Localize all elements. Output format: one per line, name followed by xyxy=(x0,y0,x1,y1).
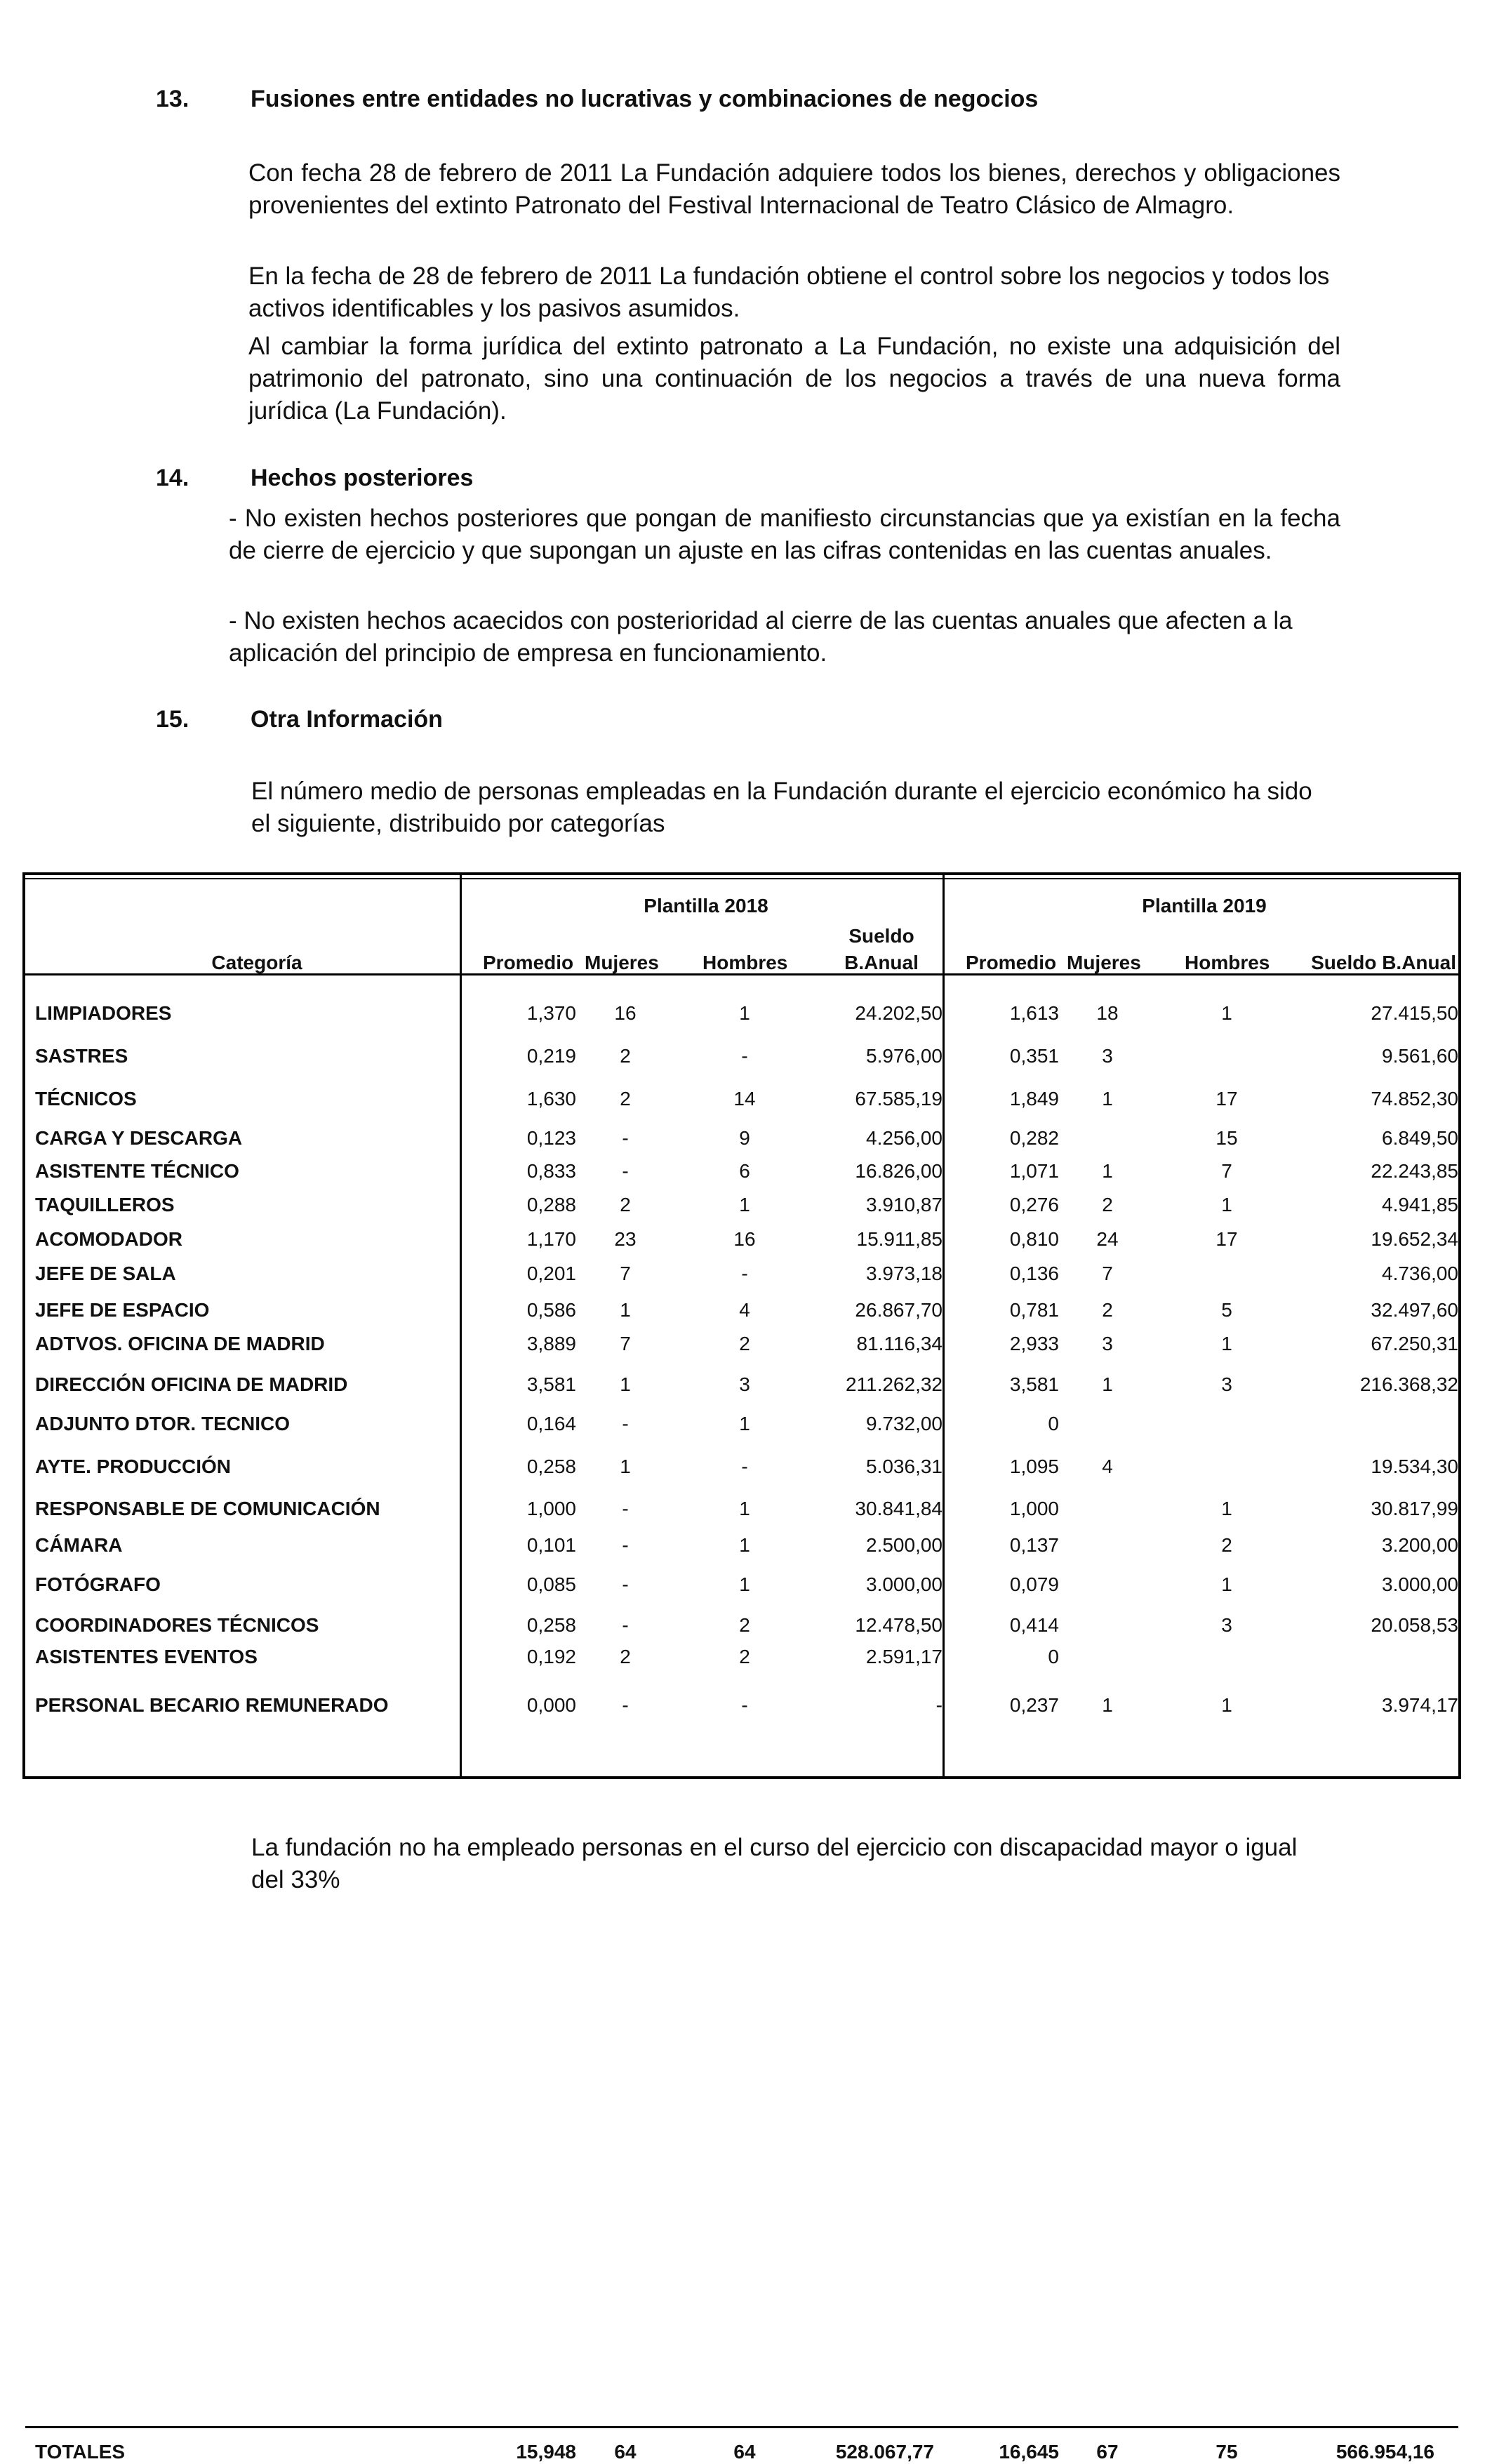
cell-h19: 3 xyxy=(1221,1373,1232,1395)
cell-m19: 1 xyxy=(1102,1694,1113,1716)
cell-cat: RESPONSABLE DE COMUNICACIÓN xyxy=(35,1498,380,1519)
totals-sueldo-2019: 566.954,16 xyxy=(1336,2441,1434,2463)
cell-p18: 0,192 xyxy=(526,1646,576,1667)
cell-s18: 26.867,70 xyxy=(855,1299,943,1321)
column-header-mujeres-2019: Mujeres xyxy=(1067,952,1141,973)
cell-h18: - xyxy=(741,1456,748,1477)
cell-m18: 23 xyxy=(614,1228,637,1250)
cell-s18: 30.841,84 xyxy=(855,1498,943,1519)
cell-s18: 3.000,00 xyxy=(866,1573,943,1595)
cell-m19: 2 xyxy=(1102,1194,1113,1216)
cell-p18: 0,164 xyxy=(526,1413,576,1434)
cell-m19: 1 xyxy=(1102,1088,1113,1110)
section-15-number: 15. xyxy=(156,706,189,733)
cell-s19: 4.941,85 xyxy=(1382,1194,1458,1216)
cell-s19: 74.852,30 xyxy=(1371,1088,1458,1110)
cell-h18: 6 xyxy=(739,1160,750,1182)
cell-s19: 19.652,34 xyxy=(1371,1228,1458,1250)
group-header-2018: Plantilla 2018 xyxy=(644,895,768,917)
cell-s18: 4.256,00 xyxy=(866,1127,943,1149)
cell-cat: AYTE. PRODUCCIÓN xyxy=(35,1456,232,1477)
cell-m19: 18 xyxy=(1096,1002,1119,1024)
cell-p19: 1,095 xyxy=(1009,1456,1059,1477)
cell-p18: 0,219 xyxy=(526,1045,576,1067)
cell-p18: 0,288 xyxy=(526,1194,576,1216)
section-13-number: 13. xyxy=(156,86,189,112)
cell-p19: 0,137 xyxy=(1009,1534,1059,1556)
cell-cat: ASISTENTES EVENTOS xyxy=(35,1646,258,1667)
section-15-paragraph-1: El número medio de personas empleadas en la Fundación durante el ejercicio económico ha sido el siguiente, distribuido por categorías xyxy=(251,778,1312,837)
cell-p19: 0,282 xyxy=(1009,1127,1059,1149)
totals-mujeres-2018: 64 xyxy=(614,2441,637,2463)
cell-m19: 1 xyxy=(1102,1160,1113,1182)
cell-m18: 16 xyxy=(614,1002,637,1024)
column-header-categoria: Categoría xyxy=(211,952,302,973)
cell-p19: 1,000 xyxy=(1009,1498,1059,1519)
cell-h19: 1 xyxy=(1221,1573,1232,1595)
cell-h19: 3 xyxy=(1221,1614,1232,1636)
cell-cat: ACOMODADOR xyxy=(35,1228,182,1250)
cell-s19: 67.250,31 xyxy=(1371,1333,1458,1354)
section-14-title: Hechos posteriores xyxy=(251,465,474,491)
cell-s19: 30.817,99 xyxy=(1371,1498,1458,1519)
section-15-title: Otra Información xyxy=(251,706,443,733)
cell-s18: 24.202,50 xyxy=(855,1002,943,1024)
cell-s18: 9.732,00 xyxy=(866,1413,943,1434)
cell-s18: 211.262,32 xyxy=(845,1373,943,1395)
cell-s19: 32.497,60 xyxy=(1371,1299,1458,1321)
cell-p18: 0,101 xyxy=(526,1534,576,1556)
cell-cat: CARGA Y DESCARGA xyxy=(35,1127,243,1149)
cell-h18: - xyxy=(741,1694,748,1716)
cell-cat: JEFE DE ESPACIO xyxy=(35,1299,210,1321)
cell-m19: 24 xyxy=(1096,1228,1119,1250)
cell-m18: - xyxy=(622,1573,629,1595)
cell-p19: 0,237 xyxy=(1009,1694,1059,1716)
section-14-paragraph-1: - No existen hechos posteriores que pongan de manifiesto circunstancias que ya existían en la fecha de cierre de ejercicio y que supongan un ajuste en las cifras contenidas en las cuentas anuales. xyxy=(229,505,1340,564)
cell-cat: FOTÓGRAFO xyxy=(35,1573,161,1595)
section-13-title: Fusiones entre entidades no lucrativas y combinaciones de negocios xyxy=(251,86,1039,112)
cell-s18: 12.478,50 xyxy=(855,1614,943,1636)
cell-cat: CÁMARA xyxy=(35,1534,123,1556)
cell-h19: 5 xyxy=(1221,1299,1232,1321)
section-13-paragraph-2: En la fecha de 28 de febrero de 2011 La fundación obtiene el control sobre los negocios y todos los activos identificables y los pasivos asumidos. xyxy=(248,262,1330,322)
cell-p19: 0 xyxy=(1048,1646,1059,1667)
cell-m18: 1 xyxy=(620,1373,631,1395)
cell-cat: TAQUILLEROS xyxy=(35,1194,175,1216)
totals-sueldo-2018: 528.067,77 xyxy=(835,2441,934,2463)
cell-s18: 5.976,00 xyxy=(866,1045,943,1067)
cell-m18: 7 xyxy=(620,1333,631,1354)
cell-h19: 17 xyxy=(1215,1088,1238,1110)
cell-h19: 1 xyxy=(1221,1002,1232,1024)
cell-s18: 81.116,34 xyxy=(856,1333,943,1354)
column-header-sueldo-2019: Sueldo B.Anual xyxy=(1311,952,1456,973)
cell-s19: 216.368,32 xyxy=(1359,1373,1458,1395)
cell-cat: LIMPIADORES xyxy=(35,1002,172,1024)
column-header-promedio-2018: Promedio xyxy=(483,952,574,973)
cell-p18: 0,085 xyxy=(526,1573,576,1595)
cell-h18: 2 xyxy=(739,1614,750,1636)
cell-s19: 9.561,60 xyxy=(1382,1045,1458,1067)
cell-s19: 3.974,17 xyxy=(1382,1694,1458,1716)
cell-s18: 2.500,00 xyxy=(866,1534,943,1556)
cell-h19: 1 xyxy=(1221,1333,1232,1354)
cell-m18: 2 xyxy=(620,1045,631,1067)
cell-cat: ADTVOS. OFICINA DE MADRID xyxy=(35,1333,325,1354)
cell-s19: 6.849,50 xyxy=(1382,1127,1458,1149)
cell-m18: 1 xyxy=(620,1456,631,1477)
cell-cat: JEFE DE SALA xyxy=(35,1263,176,1284)
cell-m19: 3 xyxy=(1102,1045,1113,1067)
cell-m18: - xyxy=(622,1694,629,1716)
cell-p19: 0,351 xyxy=(1009,1045,1059,1067)
cell-p19: 0 xyxy=(1048,1413,1059,1434)
cell-h18: 2 xyxy=(739,1646,750,1667)
cell-m18: 2 xyxy=(620,1194,631,1216)
cell-h18: - xyxy=(741,1263,748,1284)
cell-m18: 7 xyxy=(620,1263,631,1284)
cell-s18: 2.591,17 xyxy=(866,1646,943,1667)
cell-m19: 7 xyxy=(1102,1263,1113,1284)
cell-m18: 1 xyxy=(620,1299,631,1321)
cell-p19: 0,079 xyxy=(1009,1573,1059,1595)
cell-p19: 0,810 xyxy=(1009,1228,1059,1250)
cell-s18: 16.826,00 xyxy=(855,1160,943,1182)
totals-label: TOTALES xyxy=(35,2441,126,2463)
cell-h18: 1 xyxy=(739,1498,750,1519)
cell-p18: 0,258 xyxy=(526,1456,576,1477)
column-header-sueldo-2018-line2: B.Anual xyxy=(844,952,919,973)
cell-p18: 1,170 xyxy=(526,1228,576,1250)
cell-cat: COORDINADORES TÉCNICOS xyxy=(35,1614,319,1636)
totals-hombres-2018: 64 xyxy=(733,2441,756,2463)
cell-p18: 0,201 xyxy=(526,1263,576,1284)
cell-h18: 2 xyxy=(739,1333,750,1354)
totals-promedio-2018: 15,948 xyxy=(516,2441,576,2463)
cell-p18: 0,123 xyxy=(526,1127,576,1149)
section-13-paragraph-1: Con fecha 28 de febrero de 2011 La Fundación adquiere todos los bienes, derechos y obligaciones provenientes del extinto Patronato del Festival Internacional de Teatro Clásico de Almagro. xyxy=(248,159,1340,219)
cell-p18: 1,000 xyxy=(526,1498,576,1519)
cell-h19: 1 xyxy=(1221,1194,1232,1216)
cell-m19: 3 xyxy=(1102,1333,1113,1354)
cell-m18: - xyxy=(622,1534,629,1556)
column-header-sueldo-2018-line1: Sueldo xyxy=(848,925,914,947)
cell-p19: 1,849 xyxy=(1009,1088,1059,1110)
cell-s18: 3.973,18 xyxy=(866,1263,943,1284)
cell-p19: 2,933 xyxy=(1009,1333,1059,1354)
cell-p19: 0,136 xyxy=(1009,1263,1059,1284)
cell-p19: 1,071 xyxy=(1009,1160,1059,1182)
cell-m18: - xyxy=(622,1498,629,1519)
cell-h18: 9 xyxy=(739,1127,750,1149)
cell-s18: 5.036,31 xyxy=(866,1456,943,1477)
cell-h18: 1 xyxy=(739,1573,750,1595)
cell-p19: 1,613 xyxy=(1009,1002,1059,1024)
column-header-hombres-2019: Hombres xyxy=(1185,952,1270,973)
cell-p19: 3,581 xyxy=(1009,1373,1059,1395)
totals-mujeres-2019: 67 xyxy=(1096,2441,1119,2463)
closing-note: La fundación no ha empleado personas en el curso del ejercicio con discapacidad mayor o igual del 33% xyxy=(251,1834,1298,1893)
cell-m18: 2 xyxy=(620,1088,631,1110)
cell-cat: ADJUNTO DTOR. TECNICO xyxy=(35,1413,290,1434)
cell-s19: 20.058,53 xyxy=(1371,1614,1458,1636)
cell-h19: 15 xyxy=(1215,1127,1238,1149)
cell-p19: 0,781 xyxy=(1009,1299,1059,1321)
column-header-promedio-2019: Promedio xyxy=(966,952,1057,973)
cell-s19: 3.000,00 xyxy=(1382,1573,1458,1595)
cell-h19: 7 xyxy=(1221,1160,1232,1182)
cell-h19: 17 xyxy=(1215,1228,1238,1250)
cell-p18: 1,370 xyxy=(526,1002,576,1024)
cell-h18: - xyxy=(741,1045,748,1067)
section-14-number: 14. xyxy=(156,465,189,491)
cell-cat: TÉCNICOS xyxy=(35,1088,137,1110)
cell-s19: 4.736,00 xyxy=(1382,1263,1458,1284)
cell-m18: - xyxy=(622,1614,629,1636)
cell-p18: 0,258 xyxy=(526,1614,576,1636)
cell-p18: 0,586 xyxy=(526,1299,576,1321)
cell-cat: SASTRES xyxy=(35,1045,128,1067)
column-header-mujeres-2018: Mujeres xyxy=(585,952,659,973)
cell-s19: 19.534,30 xyxy=(1371,1456,1458,1477)
cell-p18: 3,581 xyxy=(526,1373,576,1395)
section-13-paragraph-3: Al cambiar la forma jurídica del extinto patronato a La Fundación, no existe una adquisición del patrimonio del patronato, sino una continuación de los negocios a través de una nueva forma jurídica (La Fundación). xyxy=(248,333,1340,425)
totals-promedio-2019: 16,645 xyxy=(999,2441,1059,2463)
cell-p18: 0,833 xyxy=(526,1160,576,1182)
cell-m19: 2 xyxy=(1102,1299,1113,1321)
cell-h18: 1 xyxy=(739,1413,750,1434)
totals-hombres-2019: 75 xyxy=(1215,2441,1238,2463)
cell-s19: 27.415,50 xyxy=(1371,1002,1458,1024)
cell-h18: 14 xyxy=(733,1088,756,1110)
cell-h18: 1 xyxy=(739,1194,750,1216)
cell-m19: 1 xyxy=(1102,1373,1113,1395)
cell-s18: 67.585,19 xyxy=(855,1088,943,1110)
cell-s18: 15.911,85 xyxy=(856,1228,943,1250)
cell-m18: - xyxy=(622,1413,629,1434)
cell-s19: 3.200,00 xyxy=(1382,1534,1458,1556)
cell-h18: 1 xyxy=(739,1002,750,1024)
cell-p18: 3,889 xyxy=(526,1333,576,1354)
section-14-paragraph-2: - No existen hechos acaecidos con posterioridad al cierre de las cuentas anuales que afecten a la aplicación del principio de empresa en funcionamiento. xyxy=(229,607,1293,667)
cell-m18: 2 xyxy=(620,1646,631,1667)
cell-h19: 1 xyxy=(1221,1694,1232,1716)
cell-h18: 16 xyxy=(733,1228,756,1250)
column-header-hombres-2018: Hombres xyxy=(702,952,788,973)
cell-h18: 1 xyxy=(739,1534,750,1556)
cell-s19: 22.243,85 xyxy=(1371,1160,1458,1182)
cell-h18: 3 xyxy=(739,1373,750,1395)
cell-p18: 0,000 xyxy=(526,1694,576,1716)
cell-m18: - xyxy=(622,1160,629,1182)
cell-h19: 2 xyxy=(1221,1534,1232,1556)
cell-cat: DIRECCIÓN OFICINA DE MADRID xyxy=(35,1373,348,1395)
cell-p19: 0,276 xyxy=(1009,1194,1059,1216)
cell-s18: - xyxy=(935,1694,943,1716)
cell-cat: PERSONAL BECARIO REMUNERADO xyxy=(35,1694,389,1716)
cell-h19: 1 xyxy=(1221,1498,1232,1519)
cell-p18: 1,630 xyxy=(526,1088,576,1110)
cell-s18: 3.910,87 xyxy=(866,1194,943,1216)
cell-cat: ASISTENTE TÉCNICO xyxy=(35,1160,239,1182)
cell-m18: - xyxy=(622,1127,629,1149)
cell-p19: 0,414 xyxy=(1009,1614,1059,1636)
group-header-2019: Plantilla 2019 xyxy=(1142,895,1267,917)
cell-h18: 4 xyxy=(739,1299,750,1321)
cell-m19: 4 xyxy=(1102,1456,1113,1477)
